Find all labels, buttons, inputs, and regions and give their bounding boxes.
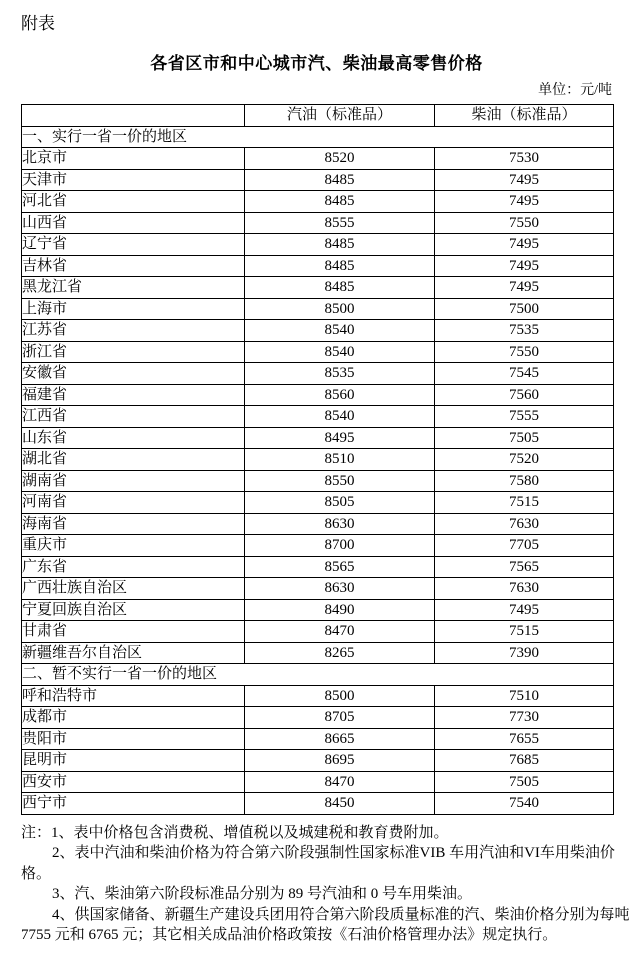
table-row xyxy=(22,212,614,234)
note-label: 注： xyxy=(21,824,52,841)
table-row xyxy=(22,406,614,428)
diesel-price-cell: 7495 xyxy=(435,234,614,256)
diesel-price-cell: 7520 xyxy=(435,449,614,471)
region-cell: 成都市 xyxy=(22,707,245,729)
region-cell: 呼和浩特市 xyxy=(22,685,245,707)
table-header-row xyxy=(22,105,614,127)
region-cell: 浙江省 xyxy=(22,341,245,363)
note-line xyxy=(21,823,612,844)
note-text: 3、汽、柴油第六阶段标准品分别为 89 号汽油和 0 号车用柴油。 xyxy=(52,886,473,902)
gasoline-price-cell: 8695 xyxy=(245,750,435,772)
gasoline-price-cell: 8500 xyxy=(245,298,435,320)
diesel-price-cell: 7510 xyxy=(435,685,614,707)
gasoline-price-cell: 8555 xyxy=(245,212,435,234)
gasoline-price-cell: 8540 xyxy=(245,320,435,342)
table-row xyxy=(22,642,614,664)
table-row xyxy=(22,535,614,557)
gasoline-price-cell: 8520 xyxy=(245,148,435,170)
diesel-price-cell: 7515 xyxy=(435,492,614,514)
diesel-price-cell: 7540 xyxy=(435,793,614,815)
gasoline-price-cell: 8550 xyxy=(245,470,435,492)
table-row xyxy=(22,363,614,385)
gasoline-price-cell: 8700 xyxy=(245,535,435,557)
diesel-price-cell: 7655 xyxy=(435,728,614,750)
note-text: 4、供国家储备、新疆生产建设兵团用符合第六阶段质量标准的汽、柴油价格分别为每吨 xyxy=(52,906,630,923)
column-header-gasoline: 汽油（标准品） xyxy=(245,105,435,127)
table-row xyxy=(22,169,614,191)
table-row xyxy=(22,728,614,750)
table-row xyxy=(22,255,614,277)
gasoline-price-cell: 8450 xyxy=(245,793,435,815)
region-cell: 广西壮族自治区 xyxy=(22,578,245,600)
region-cell: 吉林省 xyxy=(22,255,245,277)
note-text: 7755 元和 6765 元；其它相关成品油价格政策按《石油价格管理办法》规定执行。 xyxy=(21,927,558,943)
gasoline-price-cell: 8485 xyxy=(245,255,435,277)
region-cell: 天津市 xyxy=(22,169,245,191)
table-row xyxy=(22,621,614,643)
gasoline-price-cell: 8495 xyxy=(245,427,435,449)
gasoline-price-cell: 8535 xyxy=(245,363,435,385)
diesel-price-cell: 7555 xyxy=(435,406,614,428)
section-header-row xyxy=(22,126,614,148)
diesel-price-cell: 7500 xyxy=(435,298,614,320)
region-cell: 北京市 xyxy=(22,148,245,170)
diesel-price-cell: 7495 xyxy=(435,255,614,277)
region-cell: 河北省 xyxy=(22,191,245,213)
diesel-price-cell: 7630 xyxy=(435,513,614,535)
diesel-price-cell: 7495 xyxy=(435,277,614,299)
gasoline-price-cell: 8540 xyxy=(245,341,435,363)
table-row xyxy=(22,556,614,578)
table-row xyxy=(22,707,614,729)
note-text: 1、表中价格包含消费税、增值税以及城建税和教育费附加。 xyxy=(51,824,449,841)
region-cell: 江西省 xyxy=(22,406,245,428)
table-row xyxy=(22,191,614,213)
table-row xyxy=(22,470,614,492)
region-cell: 湖北省 xyxy=(22,449,245,471)
region-cell: 甘肃省 xyxy=(22,621,245,643)
section-header-label: 二、暂不实行一省一价的地区 xyxy=(22,664,614,686)
gasoline-price-cell: 8630 xyxy=(245,513,435,535)
diesel-price-cell: 7495 xyxy=(435,169,614,191)
table-row xyxy=(22,449,614,471)
diesel-price-cell: 7545 xyxy=(435,363,614,385)
diesel-price-cell: 7515 xyxy=(435,621,614,643)
region-cell: 河南省 xyxy=(22,492,245,514)
region-cell: 福建省 xyxy=(22,384,245,406)
region-cell: 上海市 xyxy=(22,298,245,320)
gasoline-price-cell: 8500 xyxy=(245,685,435,707)
table-row xyxy=(22,320,614,342)
table-row xyxy=(22,750,614,772)
gasoline-price-cell: 8665 xyxy=(245,728,435,750)
diesel-price-cell: 7530 xyxy=(435,148,614,170)
region-cell: 黑龙江省 xyxy=(22,277,245,299)
table-row xyxy=(22,427,614,449)
region-cell: 重庆市 xyxy=(22,535,245,557)
gasoline-price-cell: 8510 xyxy=(245,449,435,471)
note-line xyxy=(21,925,612,946)
table-row xyxy=(22,384,614,406)
region-cell: 安徽省 xyxy=(22,363,245,385)
region-cell: 山西省 xyxy=(22,212,245,234)
diesel-price-cell: 7535 xyxy=(435,320,614,342)
region-cell: 辽宁省 xyxy=(22,234,245,256)
note-line xyxy=(21,864,612,885)
table-row xyxy=(22,685,614,707)
region-cell: 贵阳市 xyxy=(22,728,245,750)
table-row xyxy=(22,492,614,514)
region-cell: 山东省 xyxy=(22,427,245,449)
region-cell: 新疆维吾尔自治区 xyxy=(22,642,245,664)
diesel-price-cell: 7550 xyxy=(435,212,614,234)
diesel-price-cell: 7550 xyxy=(435,341,614,363)
gasoline-price-cell: 8265 xyxy=(245,642,435,664)
diesel-price-cell: 7580 xyxy=(435,470,614,492)
price-table xyxy=(21,104,614,815)
table-row xyxy=(22,341,614,363)
note-line xyxy=(21,843,615,864)
gasoline-price-cell: 8560 xyxy=(245,384,435,406)
region-cell: 江苏省 xyxy=(22,320,245,342)
diesel-price-cell: 7495 xyxy=(435,191,614,213)
diesel-price-cell: 7685 xyxy=(435,750,614,772)
notes-block xyxy=(21,823,630,946)
section-header-row xyxy=(22,664,614,686)
page-title: 各省区市和中心城市汽、柴油最高零售价格 xyxy=(150,54,483,73)
column-header-diesel: 柴油（标准品） xyxy=(435,105,614,127)
region-cell: 西安市 xyxy=(22,771,245,793)
gasoline-price-cell: 8485 xyxy=(245,169,435,191)
region-cell: 广东省 xyxy=(22,556,245,578)
diesel-price-cell: 7495 xyxy=(435,599,614,621)
diesel-price-cell: 7505 xyxy=(435,427,614,449)
gasoline-price-cell: 8490 xyxy=(245,599,435,621)
table-row xyxy=(22,793,614,815)
note-line xyxy=(21,905,630,926)
table-row xyxy=(22,148,614,170)
gasoline-price-cell: 8485 xyxy=(245,234,435,256)
note-line xyxy=(21,884,612,905)
table-row xyxy=(22,234,614,256)
table-row xyxy=(22,578,614,600)
column-header-region xyxy=(22,105,245,127)
region-cell: 宁夏回族自治区 xyxy=(22,599,245,621)
gasoline-price-cell: 8630 xyxy=(245,578,435,600)
gasoline-price-cell: 8485 xyxy=(245,191,435,213)
region-cell: 昆明市 xyxy=(22,750,245,772)
table-row xyxy=(22,298,614,320)
unit-label: 单位：元/吨 xyxy=(538,83,612,98)
region-cell: 海南省 xyxy=(22,513,245,535)
diesel-price-cell: 7705 xyxy=(435,535,614,557)
gasoline-price-cell: 8505 xyxy=(245,492,435,514)
diesel-price-cell: 7730 xyxy=(435,707,614,729)
gasoline-price-cell: 8705 xyxy=(245,707,435,729)
diesel-price-cell: 7390 xyxy=(435,642,614,664)
table-row xyxy=(22,771,614,793)
gasoline-price-cell: 8540 xyxy=(245,406,435,428)
diesel-price-cell: 7560 xyxy=(435,384,614,406)
table-row xyxy=(22,599,614,621)
gasoline-price-cell: 8565 xyxy=(245,556,435,578)
gasoline-price-cell: 8470 xyxy=(245,621,435,643)
gasoline-price-cell: 8485 xyxy=(245,277,435,299)
note-text: 2、表中汽油和柴油价格为符合第六阶段强制性国家标准VIB 车用汽油和VI车用柴油价 xyxy=(52,845,615,861)
diesel-price-cell: 7565 xyxy=(435,556,614,578)
note-text: 格。 xyxy=(21,865,52,882)
section-header-label: 一、实行一省一价的地区 xyxy=(22,126,614,148)
region-cell: 西宁市 xyxy=(22,793,245,815)
diesel-price-cell: 7630 xyxy=(435,578,614,600)
attachment-label: 附表 xyxy=(21,14,55,33)
diesel-price-cell: 7505 xyxy=(435,771,614,793)
table-row xyxy=(22,277,614,299)
gasoline-price-cell: 8470 xyxy=(245,771,435,793)
table-row xyxy=(22,513,614,535)
region-cell: 湖南省 xyxy=(22,470,245,492)
